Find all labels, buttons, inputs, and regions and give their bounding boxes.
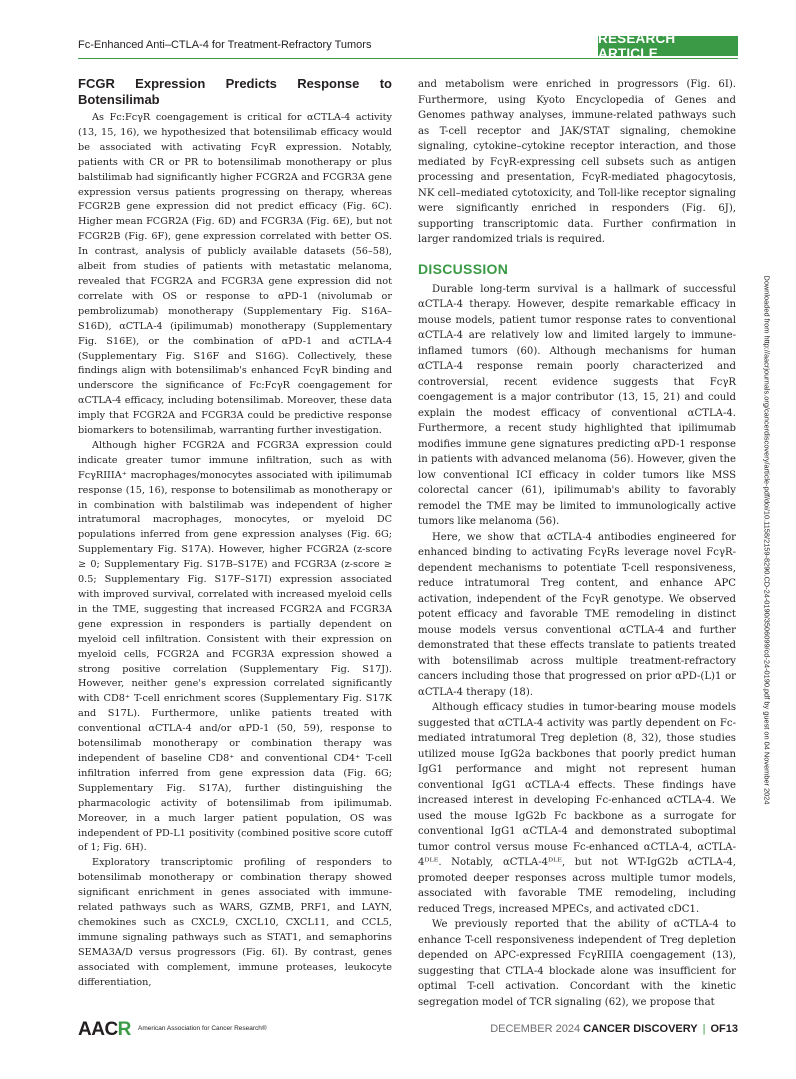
body-paragraph: Durable long-term survival is a hallmark of successful αCTLA-4 therapy. However, despite remarkable efficacy in mouse models, patient tumor response rates to conventional αCTLA-4 are relatively low and limited largely to immune-inflamed tumors (60). Although mechanisms for human αCTLA-4 response remain poorly characterized and controversial, recent evidence suggests that FcγR coengagement is a major contributor (13, 15, 21) and could explain the modest efficacy of conventional αCTLA-4. Furthermore, a recent study highlighted that ipilimumab modifies immune gene signatures predicting αPD-1 response in patients with advanced melanoma (56). However, given the low conventional ICI efficacy in colder tumors like MSS colorectal cancer (61), ipilimumab's ability to favorably remodel the TME may be limited to immunologically active tumors like melanoma (56). [418, 283, 736, 527]
section-badge: RESEARCH ARTICLE [598, 36, 738, 56]
running-title: Fc-Enhanced Anti–CTLA-4 for Treatment-Refractory Tumors [78, 39, 372, 51]
body-paragraph: Although efficacy studies in tumor-bearing mouse models suggested that αCTLA-4 activity was partly dependent on Fc-mediated intratumoral Treg depletion (8, 32), those studies utilized mouse IgG2a backbones that poorly predict human IgG1 performance and might not represent human conventional IgG1 αCTLA-4 effects. These findings have increased interest in developing Fc-enhanced αCTLA-4. We used the mouse IgG2b Fc backbone as a surrogate for conventional IgG1 αCTLA-4 and demonstrated suboptimal tumor control versus mouse Fc-enhanced αCTLA-4, αCTLA-4ᴰᴸᴱ. Notably, αCTLA-4ᴰᴸᴱ, but not WT-IgG2b αCTLA-4, promoted deeper responses across multiple tumor models, associated with favorable TME remodeling, including reduced Tregs, increased MPECs, and activated cDC1. [418, 702, 736, 915]
issue-date: DECEMBER 2024 [490, 1023, 581, 1035]
body-paragraph: As Fc:FcγR coengagement is critical for αCTLA-4 activity (13, 15, 16), we hypothesized that botensilimab efficacy would be associated with activating FcγR expression. Notably, patients with CR or PR to botensilimab monotherapy or plus balstilimab had significantly higher FCGR2A and FCGR3A gene expression versus patients progressing on therapy, whereas FCGR2B gene expression did not predict efficacy (Fig. 6C). Higher mean FCGR2A (Fig. 6D) and FCGR3A (Fig. 6E), but not FCGR2B (Fig. 6F), gene expression correlated with better OS. In contrast, analysis of publicly available datasets (56–58), albeit from studies of patients with metastatic melanoma, revealed that FCGR2A and FCGR3A gene expression did not correlate with OS or response to αPD-1 (nivolumab or pembrolizumab) monotherapy (Supplementary Fig. S16A–S16D), αCTLA-4 (ipilimumab) monotherapy (Supplementary Fig. S16E), or the combination of αPD-1 and αCTLA-4 (Supplementary Fig. S16F and S16G). Collectively, these findings align with botensilimab's enhanced FcγR binding and underscore the significance of Fc:FcγR coengagement for αCTLA-4 efficacy, including botensilimab. Moreover, these data imply that FCGR2A and FCGR3A could be predictive response biomarkers to botensilimab, warranting further investigation. [78, 112, 392, 437]
journal-name: CANCER DISCOVERY [583, 1023, 698, 1035]
body-paragraph: Here, we show that αCTLA-4 antibodies engineered for enhanced binding to activating FcγRs leverage novel FcγR-dependent mechanisms to potentiate T-cell responsiveness, reduce intratumoral Treg content, and enhance APC activation, independent of the FcγR genotype. We observed potent efficacy and favorable TME remodeling in distinct mouse models versus conventional αCTLA-4 and further demonstrated that these effects translate to patients treated with botensilimab across multiple treatment-refractory cancers including those that progressed on prior αPD-(L)1 or αCTLA-4 therapy (18). [418, 531, 736, 698]
body-paragraph: Although higher FCGR2A and FCGR3A expression could indicate greater tumor immune infiltration, such as with FcγRIIIA⁺ macrophages/monocytes associated with ipilimumab response (15, 16), response to botensilimab as monotherapy or in combination with balstilimab was independent of higher intratumoral macrophages, monocytes, or myeloid DC populations inferred from gene expression analyses (Fig. 6G; Supplementary Fig. S17A). However, higher FCGR2A (z-score ≥ 0; Supplementary Fig. S17B–S17E) and FCGR3A (z-score ≥ 0.5; Supplementary Fig. S17F–S17I) expression associated with improved survival, correlated with increased myeloid cells in the TME, suggesting that increased FCGR2A and FCGR3A gene expression in responders is partially dependent on myeloid cell infiltration. Consistent with their expression on myeloid cells, FCGR2A and FCGR3A expression showed a strong positive correlation (Supplementary Fig. S17J). However, neither gene's expression correlated significantly with CD8⁺ T-cell enrichment scores (Supplementary Fig. S17K and S17L). Furthermore, unlike patients treated with conventional αCTLA-4 and/or αPD-1 (50, 59), response to botensilimab monotherapy or combination therapy was independent of baseline CD8⁺ and conventional CD4⁺ T-cell infiltration inferred from gene expression data (Fig. 6G; Supplementary Fig. S17A), further distinguishing the pharmacologic activity of botensilimab from ipilimumab. Moreover, in a much larger patient population, OS was independent of PD-L1 positivity (combined positive score cutoff of 1; Fig. 6H). [78, 439, 392, 854]
body-paragraph-continuation: and metabolism were enriched in progressors (Fig. 6I). Furthermore, using Kyoto Encyclopedia of Genes and Genomes pathway analyses, immune-related pathways such as T-cell receptor and JAK/STAT signaling, chemokine signaling, cytokine–cytokine receptor interaction, and those mediated by FcγR-expressing cell subsets such as antigen processing and presentation, FcγR-mediated phagocytosis, NK cell–mediated cytotoxicity, and Toll-like receptor signaling were significantly enriched in responders (Fig. 6J), supporting transcriptomic data. Further confirmation in larger randomized trials is required. [418, 79, 736, 245]
body-paragraph: We previously reported that the ability of αCTLA-4 to enhance T-cell responsiveness independent of Treg depletion depended on APC-expressed FcγRIIIA coengagement (13), suggesting that CTLA-4 blockade alone was insufficient for optimal T-cell activation. Concordant with the kinetic segregation model of TCR signaling (62), we propose that [418, 919, 736, 1008]
footer-info [490, 1023, 738, 1035]
body-paragraph: Exploratory transcriptomic profiling of responders to botensilimab monotherapy or combination therapy showed significant enrichment in genes associated with immune-related pathways such as WARS, GZMB, PRF1, and LAYN, chemokines such as CXCL9, CXCL10, CXCL11, and CCL5, immune signaling pathways such as STAT1, and semaphorins SEMA3A/D versus progressors (Fig. 6I). By contrast, genes associated with complement, immune proteases, leukocyte differentiation, [78, 857, 392, 988]
page-number: OF13 [710, 1023, 738, 1035]
right-column [418, 77, 736, 1010]
aacr-logo: AACR [78, 1019, 131, 1040]
section-heading-fcgr: FCGR Expression Predicts Response to Botensilimab [78, 76, 392, 107]
footer-separator: | [702, 1023, 706, 1035]
association-name: American Association for Cancer Research® [138, 1025, 267, 1032]
download-watermark: Downloaded from http://aacrjournals.org/cancerdiscovery/article-pdf/doi/10.1158/2159-8290.CD-24-0190/3506099/cd-24-0190.pdf by guest on 04 November 2024 [762, 275, 772, 805]
section-heading-discussion: DISCUSSION [418, 260, 509, 277]
header-divider [78, 58, 738, 59]
left-column [78, 76, 392, 990]
